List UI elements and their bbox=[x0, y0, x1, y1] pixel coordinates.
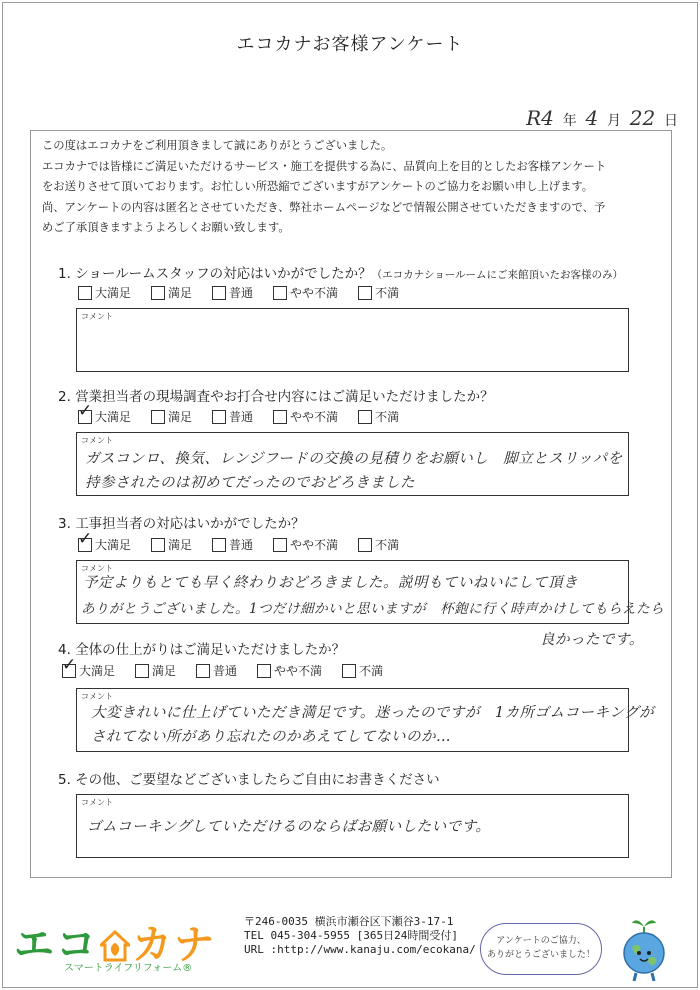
option-satisfied[interactable] bbox=[151, 408, 192, 425]
bubble-line: ありがとうございました！ bbox=[486, 950, 595, 960]
checkbox[interactable] bbox=[358, 410, 372, 424]
option-label: やや不満 bbox=[274, 664, 323, 678]
intro-line: 尚、アンケートの内容は匿名とさせていただき、弊社ホームページなどで情報公開させていただきますので、予 bbox=[42, 200, 606, 214]
checkbox[interactable] bbox=[135, 664, 149, 678]
telephone: TEL 045-304-5955 [365日24時間受付] bbox=[244, 929, 458, 942]
comment-box-4[interactable] bbox=[76, 688, 655, 752]
option-label: やや不満 bbox=[290, 410, 339, 424]
option-somewhat-dissatisfied[interactable] bbox=[273, 536, 338, 553]
checkbox[interactable] bbox=[273, 410, 287, 424]
option-very-satisfied[interactable] bbox=[78, 400, 132, 425]
option-very-satisfied[interactable] bbox=[78, 528, 132, 553]
checkbox[interactable] bbox=[212, 410, 226, 424]
option-neutral[interactable] bbox=[196, 662, 237, 679]
website-url[interactable]: URL :http://www.kanaju.com/ecokana/ bbox=[244, 943, 476, 956]
option-somewhat-dissatisfied[interactable] bbox=[273, 284, 338, 301]
handwritten-comment: されてない所があり忘れたのかあえてしてないのか… bbox=[91, 729, 451, 745]
date-month-label: 月 bbox=[606, 113, 621, 129]
logo-text-right: カナ bbox=[132, 922, 216, 968]
checkbox[interactable] bbox=[257, 664, 271, 678]
option-label: やや不満 bbox=[290, 538, 339, 552]
house-icon bbox=[100, 926, 130, 958]
checkbox[interactable] bbox=[151, 410, 165, 424]
handwritten-comment: ガスコンロ、換気、レンジフードの交換の見積りをお願いし 脚立とスリッパを bbox=[85, 451, 623, 467]
comment-label: コメント bbox=[81, 564, 113, 573]
option-very-satisfied[interactable] bbox=[78, 284, 131, 301]
question-text: 工事担当者の対応はいかがでしたか？ bbox=[75, 516, 305, 532]
checkbox-checked[interactable] bbox=[78, 528, 93, 552]
option-neutral[interactable] bbox=[212, 408, 253, 425]
footer bbox=[0, 905, 700, 985]
handwritten-comment: 持参されたのは初めてだったのでおどろきました bbox=[85, 475, 415, 491]
question-1 bbox=[58, 262, 658, 282]
question-4 bbox=[58, 638, 658, 658]
bubble-line: アンケートのご協力、 bbox=[496, 936, 586, 946]
option-very-satisfied[interactable] bbox=[62, 654, 116, 679]
checkbox[interactable] bbox=[78, 286, 92, 300]
option-label: 満足 bbox=[152, 664, 177, 678]
comment-label: コメント bbox=[81, 436, 113, 445]
survey-panel bbox=[30, 130, 672, 878]
comment-box-1[interactable] bbox=[76, 308, 629, 372]
question-text: 営業担当者の現場調査やお打合せ内容にはご満足いただけましたか？ bbox=[75, 389, 494, 405]
intro-line: めご了承頂きますようよろしくお願い致します。 bbox=[42, 221, 290, 234]
question-3 bbox=[58, 512, 658, 532]
comment-label: コメント bbox=[81, 798, 113, 807]
question-2 bbox=[58, 385, 658, 405]
option-label: 満足 bbox=[168, 538, 193, 552]
date-line bbox=[522, 106, 678, 130]
option-somewhat-dissatisfied[interactable] bbox=[273, 408, 338, 425]
checkbox[interactable] bbox=[151, 286, 165, 300]
page-title: エコカナお客様アンケート bbox=[236, 34, 464, 55]
handwritten-comment: ゴムコーキングしていただけるのならばお願いしたいです。 bbox=[87, 819, 491, 835]
question-3-options bbox=[78, 528, 400, 553]
date-month[interactable]: 4 bbox=[585, 106, 599, 130]
handwritten-comment: 予定よりもとても早く終わりおどろきました。説明もていねいにして頂き bbox=[83, 575, 578, 591]
question-number: 4. bbox=[58, 642, 71, 658]
checkbox[interactable] bbox=[196, 664, 210, 678]
comment-label: コメント bbox=[81, 312, 113, 321]
question-number: 2. bbox=[58, 389, 71, 405]
comment-box-3[interactable] bbox=[76, 560, 665, 624]
comment-label: コメント bbox=[81, 692, 113, 701]
checkbox[interactable] bbox=[212, 538, 226, 552]
question-number: 1. bbox=[58, 266, 71, 282]
option-label: 不満 bbox=[375, 410, 400, 424]
option-neutral[interactable] bbox=[212, 284, 253, 301]
checkbox[interactable] bbox=[358, 538, 372, 552]
option-label: 大満足 bbox=[95, 410, 132, 424]
postal-address: 〒246-0035 横浜市瀬谷区下瀬谷3-17-1 bbox=[244, 915, 454, 928]
intro-line: をお送りさせて頂いております。お忙しい所恐縮でございますがアンケートのご協力をお願い申し上げます。 bbox=[42, 180, 594, 193]
question-number: 5. bbox=[58, 772, 71, 788]
question-2-options bbox=[78, 400, 400, 425]
option-dissatisfied[interactable] bbox=[358, 536, 399, 553]
question-4-options bbox=[62, 654, 384, 679]
handwritten-comment: ありがとうございました。1つだけ細かいと思いますが 杯鉋に行く時声かけしてもらえたら bbox=[81, 601, 665, 617]
intro-line: この度はエコカナをご利用頂きまして誠にありがとうございました。 bbox=[42, 139, 393, 152]
date-era-year[interactable]: R4 bbox=[526, 106, 554, 130]
earth-mascot-icon bbox=[612, 913, 676, 983]
comment-box-5[interactable] bbox=[76, 794, 629, 858]
question-5 bbox=[58, 768, 658, 788]
checkmark-icon: ✓ bbox=[62, 654, 77, 675]
option-neutral[interactable] bbox=[212, 536, 253, 553]
checkbox[interactable] bbox=[342, 664, 356, 678]
date-year-label: 年 bbox=[562, 113, 577, 129]
option-label: 普通 bbox=[213, 664, 238, 678]
checkbox[interactable] bbox=[273, 538, 287, 552]
option-label: やや不満 bbox=[290, 286, 339, 300]
option-label: 大満足 bbox=[95, 538, 132, 552]
option-label: 不満 bbox=[375, 286, 400, 300]
logo-subtitle: スマートライフリフォーム® bbox=[64, 963, 193, 974]
checkbox-checked[interactable] bbox=[78, 400, 93, 424]
option-label: 満足 bbox=[168, 286, 193, 300]
checkbox[interactable] bbox=[358, 286, 372, 300]
option-label: 普通 bbox=[229, 410, 254, 424]
option-label: 普通 bbox=[229, 538, 254, 552]
comment-box-2[interactable] bbox=[76, 432, 629, 496]
company-address bbox=[244, 915, 476, 957]
checkmark-icon: ✓ bbox=[78, 400, 93, 421]
option-satisfied[interactable] bbox=[135, 662, 176, 679]
option-dissatisfied[interactable] bbox=[342, 662, 383, 679]
option-satisfied[interactable] bbox=[151, 536, 192, 553]
checkbox-checked[interactable] bbox=[62, 654, 77, 678]
checkbox[interactable] bbox=[151, 538, 165, 552]
option-label: 普通 bbox=[229, 286, 254, 300]
option-somewhat-dissatisfied[interactable] bbox=[257, 662, 322, 679]
option-label: 大満足 bbox=[95, 286, 132, 300]
question-text: 全体の仕上がりはご満足いただけましたか？ bbox=[75, 642, 346, 658]
date-day-label: 日 bbox=[664, 113, 678, 129]
handwritten-comment: 大変きれいに仕上げていただき満足です。迷ったのですが 1カ所ゴムコーキングが bbox=[91, 705, 655, 721]
question-1-options bbox=[78, 284, 399, 301]
question-note: （エコカナショールームにご来館頂いたお客様のみ） bbox=[371, 269, 624, 281]
option-satisfied[interactable] bbox=[151, 284, 192, 301]
date-day[interactable]: 22 bbox=[629, 106, 656, 130]
option-label: 大満足 bbox=[79, 664, 116, 678]
checkbox[interactable] bbox=[212, 286, 226, 300]
question-text: ショールームスタッフの対応はいかがでしたか？ bbox=[75, 266, 372, 282]
option-label: 不満 bbox=[359, 664, 384, 678]
option-dissatisfied[interactable] bbox=[358, 408, 399, 425]
option-label: 満足 bbox=[168, 410, 193, 424]
question-text: その他、ご要望などございましたらご自由にお書きください bbox=[75, 772, 440, 788]
checkbox[interactable] bbox=[273, 286, 287, 300]
question-number: 3. bbox=[58, 516, 71, 532]
intro-line: エコカナでは皆様にご満足いただけるサービス・施工を提供する為に、品質向上を目的としたお客様アンケート bbox=[42, 159, 607, 173]
option-dissatisfied[interactable] bbox=[358, 284, 399, 301]
intro-text bbox=[42, 136, 662, 239]
thanks-bubble bbox=[480, 923, 602, 975]
checkmark-icon: ✓ bbox=[78, 528, 93, 549]
handwritten-comment: 良かったです。 bbox=[540, 632, 644, 648]
option-label: 不満 bbox=[375, 538, 400, 552]
logo-text-left: エコ bbox=[14, 922, 98, 968]
